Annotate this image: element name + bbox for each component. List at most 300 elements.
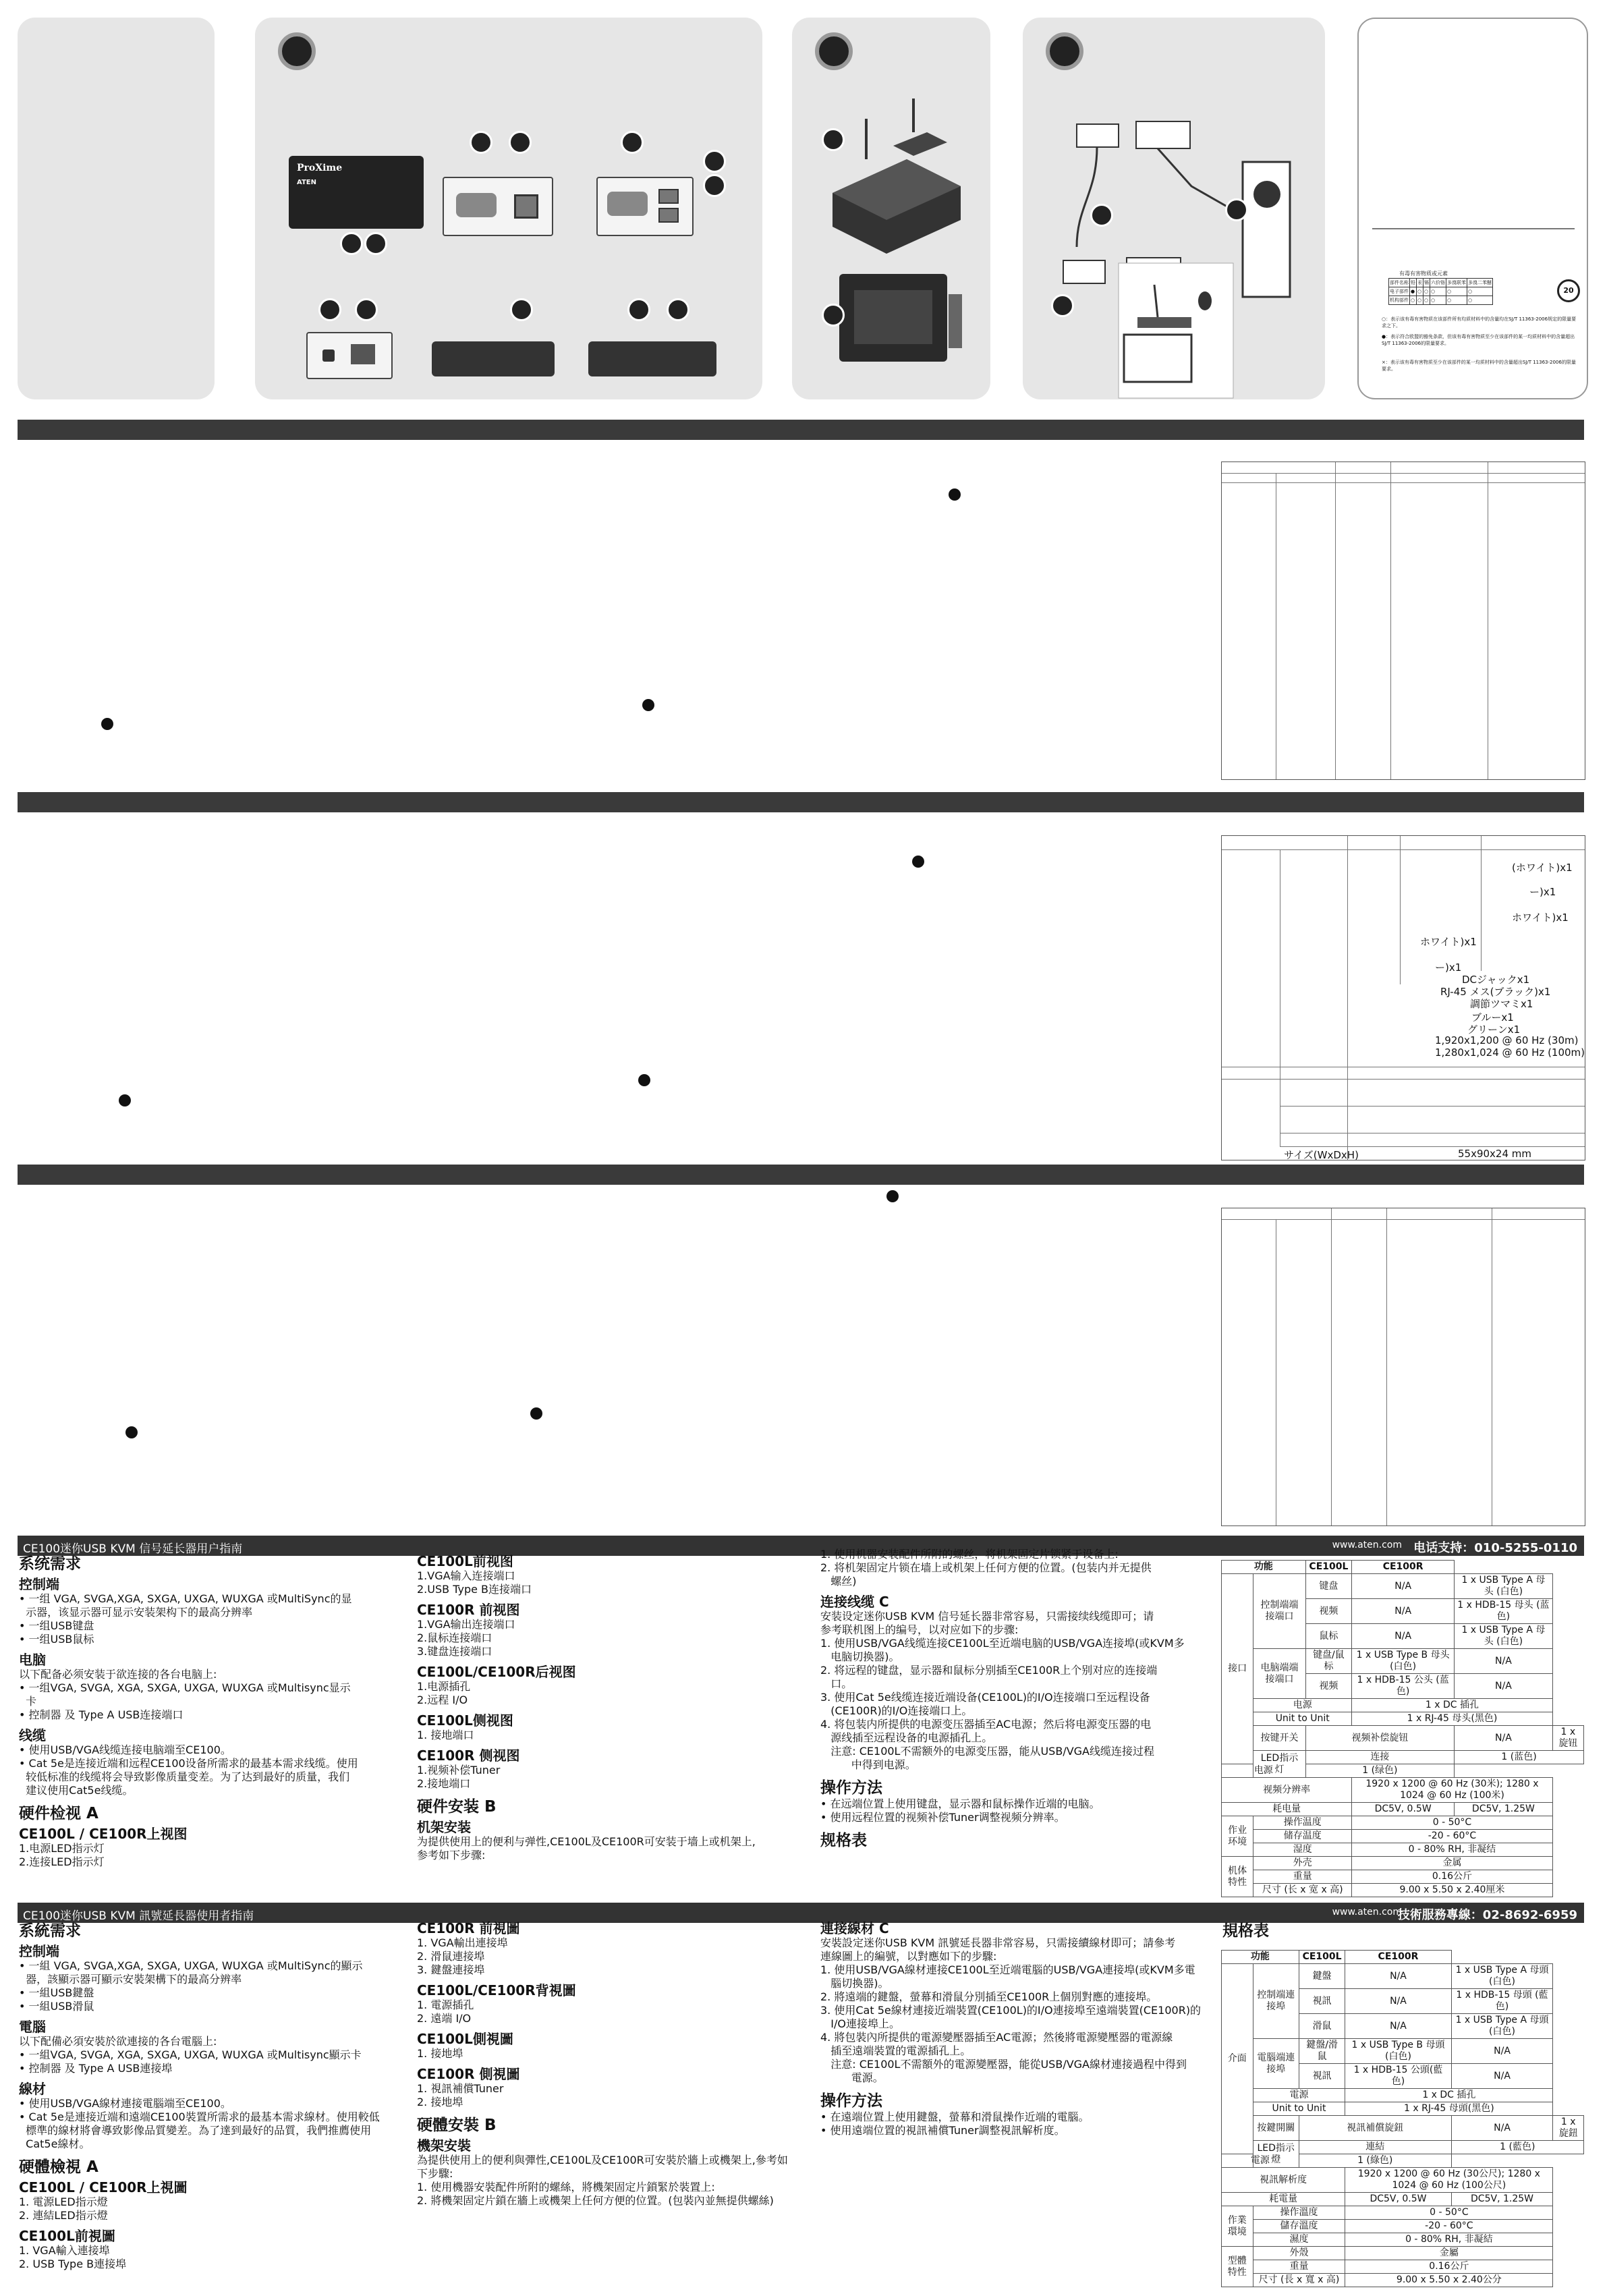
section-bullet [101,718,113,730]
callout-2 [355,298,378,321]
spec-cell: 電腦端連接埠 [1253,2039,1299,2089]
spec-cell: 作業環境 [1222,2206,1253,2247]
vga-port-icon [456,193,497,217]
section-bullet [642,699,654,711]
text-line: 中得到电源。 [820,1758,916,1771]
rohs-note: ○：表示该有毒有害物质在该部件所有均质材料中的含量均在SJ/T 11363-2006规定的限量要求之下。 [1382,316,1577,329]
sc-column-2 [417,1548,808,1862]
text-line: 参考联机图上的编号，以对应如下的步骤: [820,1623,1019,1636]
spec-cell: CE100L [1305,1561,1352,1574]
grid-line [1390,462,1391,779]
grid-line [1400,836,1401,984]
spec-cell: 0 - 50°C [1345,2206,1553,2220]
jp-cell: 1,920x1,200 @ 60 Hz (30m) [1435,1034,1579,1046]
sc-spec-table [1221,1560,1584,1897]
text-line: 2. USB Type B連接埠 [19,2258,127,2270]
spec-title: 規格表 [1222,1922,1269,1940]
spec-cell: Unit to Unit [1253,2102,1345,2116]
spec-cell: N/A [1455,1726,1553,1751]
spec-cell: N/A [1451,2116,1553,2141]
spec-cell: CE100R [1352,1561,1455,1574]
grid-line [1335,462,1336,779]
text-line: • 一組 VGA, SVGA,XGA, SXGA, UXGA, WUXGA 或MultiSync的顯示 [19,1959,363,1972]
jp-cell: ー)x1 [1435,961,1462,974]
rohs-header: 多溴二苯醚 [1467,279,1493,287]
text-line: • 控制器 及 Type A USB連接埠 [19,2062,173,2075]
jp-cell: グリーンx1 [1467,1024,1521,1036]
spec-cell: 0.16公斤 [1352,1870,1553,1884]
section-heading: 规格表 [820,1832,867,1849]
section-heading: 电脑 [19,1652,46,1668]
text-line: 2. 將機架固定片鎖在牆上或機架上任何方便的位置。(包裝內並無提供螺絲) [417,2194,774,2207]
section-bullet [530,1407,542,1420]
text-line: • 控制器 及 Type A USB连接端口 [19,1708,184,1721]
text-line: 安裝設定迷你USB KVM 訊號延長器非常容易，只需接續線材即可；請參考 [820,1936,1176,1949]
spec-cell: 0 - 80% RH, 非凝結 [1345,2233,1553,2247]
text-line: 1. 電源LED指示燈 [19,2195,108,2208]
spec-cell: 1 x HDB-15 母头 (蓝色) [1455,1599,1553,1624]
spec-cell: 連結 [1299,2141,1451,2154]
section-heading: CE100R 側視圖 [417,2066,520,2082]
text-line: 3. 使用Cat 5e线缆连接近端设备(CE100L)的I/O连接端口至远程设备 [820,1691,1150,1704]
section-bullet [949,488,961,501]
support-phone: 电话支持：010-5255-0110 [1413,1541,1577,1555]
spec-cell: 1 (藍色) [1451,2141,1583,2154]
spec-cell: 1 x HDB-15 公头 (蓝色) [1352,1674,1455,1699]
ce100-back-view [306,332,393,379]
spec-cell: N/A [1345,2014,1451,2039]
spec-row [1222,2168,1584,2193]
spec-row [1222,2260,1584,2274]
jp-cell: 調節ツマミx1 [1470,998,1533,1010]
text-line: • 一組USB鍵盤 [19,1986,94,1999]
text-line: 電源。 [820,2071,884,2084]
spec-cell: 1 x RJ-45 母头(黑色) [1352,1712,1553,1726]
rohs-cell: ○ [1417,287,1423,296]
section-heading: 线缆 [19,1727,46,1743]
jp-cell: 55x90x24 mm [1458,1148,1532,1160]
usb-a-port-icon [658,208,679,223]
rohs-table-title: 有毒有害物质或元素 [1399,271,1448,277]
text-line: 2. 滑鼠連接埠 [417,1950,485,1963]
jp-cell: DCジャックx1 [1462,974,1530,986]
rohs-cell: ○ [1446,287,1467,296]
spec-cell: 耗电量 [1222,1803,1352,1816]
callout-1 [822,128,845,151]
text-line: 注意: CE100L不需额外的电源变压器，能从USB/VGA线缆连接过程 [820,1745,1154,1758]
text-line: 1. VGA輸入連接埠 [19,2244,110,2257]
tc-spec-table [1221,1950,1584,2287]
spec-cell: 1 x USB Type A 母头 (白色) [1455,1624,1553,1649]
spec-cell: 金屬 [1345,2247,1553,2260]
text-line: 源线插至远程设备的电源插孔上。 [820,1731,993,1744]
panel-cable-connection [1023,18,1325,399]
panel-rack-mount [792,18,990,399]
text-line: 1.VGA输出连接端口 [417,1618,515,1631]
section-heading: 连接线缆 C [820,1594,889,1610]
spec-cell: 9.00 x 5.50 x 2.40公分 [1345,2274,1553,2287]
section-heading: 線材 [19,2081,46,2097]
spec-cell: 尺寸 (长 x 宽 x 高) [1253,1884,1352,1897]
text-line: • 一组USB键盘 [19,1619,94,1632]
spec-cell: 9.00 x 5.50 x 2.40厘米 [1352,1884,1553,1897]
text-line: 1.VGA输入连接端口 [417,1569,515,1582]
rohs-note: ●：表示符合欧盟的豁免条款，但该有毒有害物质至少在该部件的某一均质材料中的含量超出SJ/T 11363-2006的限量要求。 [1382,334,1575,346]
rohs-table [1388,278,1493,305]
text-line: 2.鼠标连接端口 [417,1631,492,1644]
spec-row [1222,1649,1584,1674]
support-phone: 技術服務專線：02-8692-6959 [1397,1908,1577,1922]
text-line: 器，該顯示器可顯示安裝架構下的最高分辨率 [19,1973,242,1986]
text-line: • 一組USB滑鼠 [19,2000,94,2013]
spec-cell: N/A [1352,1624,1455,1649]
spec-cell: 功能 [1222,1951,1299,1964]
rohs-header: 部件名称 [1389,279,1410,287]
section-heading: 硬體檢視 A [19,2158,98,2176]
spec-cell: 儲存溫度 [1253,2220,1345,2233]
vga-port-icon [607,192,648,216]
grid-line [1331,1208,1332,1525]
spec-row [1222,2233,1584,2247]
callout-1 [510,298,533,321]
section-bar [18,792,1584,812]
spec-cell: 视频 [1305,1599,1352,1624]
spec-row [1222,2102,1584,2116]
spec-cell: 操作溫度 [1253,2206,1345,2220]
section-heading: 操作方法 [820,1779,882,1797]
text-line: 2. 連結LED指示燈 [19,2209,108,2222]
spec-row [1222,2193,1584,2206]
text-line: • 在遠端位置上使用鍵盤，螢幕和滑鼠操作近端的電腦。 [820,2110,1090,2123]
section-heading: 操作方法 [820,2092,882,2110]
panel-blank-left [18,18,215,399]
text-line: • Cat 5e是連接近端和遠端CE100裝置所需求的最基本需求線材。使用較低 [19,2110,380,2123]
callout-2 [703,150,726,173]
rohs-cell: ○ [1423,287,1430,296]
text-line: 連線圖上的編號，以對應如下的步驟: [820,1950,997,1963]
callout-2 [364,232,387,255]
dc-jack-icon [322,349,335,362]
spec-cell: 1 x RJ-45 母頭(黑色) [1345,2102,1553,2116]
jp-cell: ホワイト)x1 [1512,912,1569,924]
rohs-cell: ● [1410,287,1417,296]
grid-line [1222,1079,1585,1080]
section-heading: 机架安装 [417,1819,471,1835]
spec-cell: 按鍵開關 [1253,2116,1299,2141]
spec-row [1222,1830,1584,1843]
spec-cell: 0 - 80% RH, 非凝结 [1352,1843,1553,1857]
grid-line [1386,1208,1387,1525]
callout-2 [822,304,845,327]
text-line: 2. 將遠端的鍵盤，螢幕和滑鼠分別插至CE100R上個別對應的連接埠。 [820,1990,1158,2003]
spec-cell: 功能 [1222,1561,1306,1574]
spec-cell: 視訊補償旋鈕 [1299,2116,1451,2141]
text-line: • 一组USB鼠标 [19,1633,94,1646]
callout-1 [627,298,650,321]
spec-cell: 视频 [1305,1674,1352,1699]
grid-line [1481,836,1482,971]
spec-row [1222,1574,1584,1599]
jp-cell: ブルーx1 [1471,1011,1514,1024]
spec-cell: 濕度 [1253,2233,1345,2247]
rj45-port-icon [351,344,375,364]
spec-cell: N/A [1345,1964,1451,1989]
text-line: 1.电源LED指示灯 [19,1842,105,1855]
spec-cell: 外壳 [1253,1857,1352,1870]
spec-row [1222,1951,1584,1964]
text-line: 3. 使用Cat 5e線材連接近端裝置(CE100L)的I/O連接埠至遠端裝置(CE100R)的 [820,2004,1202,2017]
spec-cell: 0.16公斤 [1345,2260,1553,2274]
spec-cell: DC5V, 0.5W [1345,2193,1451,2206]
section-heading: CE100R 前视图 [417,1602,520,1618]
spec-cell: 1 x HDB-15 公頭(藍色) [1345,2064,1451,2089]
spec-cell: 尺寸 (長 x 寬 x 高) [1253,2274,1345,2287]
spec-cell: 視訊 [1299,2064,1345,2089]
section-heading: CE100L前视图 [417,1553,513,1569]
spec-cell: 1 x USB Type A 母頭 (白色) [1451,2014,1553,2039]
spec-cell: N/A [1352,1599,1455,1624]
tc-column-2 [417,1915,808,2208]
spec-cell: CE100R [1345,1951,1451,1964]
ce100r-side-view [588,341,716,376]
spec-cell: DC5V, 1.25W [1451,2193,1553,2206]
spec-cell: 1 x USB Type A 母头 (白色) [1455,1574,1553,1599]
panel-hardware-review [255,18,762,399]
jp-cell: 1,280x1,024 @ 60 Hz (100m) [1435,1046,1585,1059]
text-line: 注意: CE100L不需額外的電源變壓器，能從USB/VGA線材連接過程中得到 [820,2058,1187,2071]
divider [1372,228,1575,229]
spec-cell: 1920 x 1200 @ 60 Hz (30公尺); 1280 x 1024 @ 60 Hz (100公尺) [1345,2168,1553,2193]
spec-cell: 重量 [1253,1870,1352,1884]
section-heading: 硬件检视 A [19,1805,98,1822]
spec-cell: LED指示灯 [1253,1751,1305,1778]
sc-column-1 [19,1548,410,1869]
ce100r-front-view [596,177,694,236]
spec-row [1222,1870,1584,1884]
spec-cell: 0 - 50°C [1352,1816,1553,1830]
rohs-header: 六价铬 [1430,279,1446,287]
text-line: 较低标准的线缆将会导致影像质量变差。为了达到最好的质量，我们 [19,1770,350,1783]
rohs-cell: 机构部件 [1389,296,1410,305]
text-line: 4. 将包装内所提供的电源变压器插至AC电源；然后将电源变压器的电 [820,1718,1152,1731]
text-line: 1. 電源插孔 [417,1998,474,2011]
website-link[interactable]: www.aten.com [1332,1907,1402,1917]
section-heading: CE100R 侧视图 [417,1747,520,1764]
spec-row [1222,2247,1584,2260]
text-line: 1. 使用機器安裝配件所附的螺絲，將機架固定片鎖緊於裝置上: [417,2181,715,2193]
text-line: 1. 使用USB/VGA线缆连接CE100L至近端电脑的USB/VGA连接埠(或KVM多 [820,1637,1185,1650]
text-line: • 一组VGA, SVGA, XGA, SXGA, UXGA, WUXGA 或Multisync显示 [19,1681,351,1694]
spec-cell: -20 - 60°C [1345,2220,1553,2233]
text-line: I/O連接埠上。 [820,2017,900,2030]
text-line: 1.电源插孔 [417,1680,471,1693]
spec-cell: 1 x USB Type B 母头 (白色) [1352,1649,1455,1674]
spec-table-outline [1221,1208,1585,1526]
spec-cell: CE100L [1299,1951,1345,1964]
spec-row [1222,1778,1584,1803]
section-bullet [886,1190,899,1202]
rohs-cell: 电子部件 [1389,287,1410,296]
usb-b-port-icon [514,194,538,219]
spec-cell: 视频补偿旋钮 [1305,1726,1454,1751]
grid-line [1280,1146,1585,1147]
rohs-header: 镉 [1423,279,1430,287]
spec-cell: 机体特性 [1222,1857,1253,1897]
text-line: 2. 遠端 I/O [417,2012,472,2025]
text-line: 2. 接地埠 [417,2096,463,2108]
section-heading: 控制端 [19,1576,59,1592]
rohs-cell: ○ [1446,296,1467,305]
spec-cell: 滑鼠 [1299,2014,1345,2039]
text-line: 標準的線材將會導致影像品質變差。為了達到最好的品質，我們推薦使用 [19,2124,372,2137]
ce100l-front-view [443,177,553,236]
spec-cell: DC5V, 1.25W [1455,1803,1553,1816]
section-bullet [638,1074,650,1086]
rohs-header: 汞 [1417,279,1423,287]
spec-cell: 电源 [1253,1699,1352,1712]
spec-cell: DC5V, 0.5W [1352,1803,1455,1816]
section-heading: 機架安裝 [417,2137,471,2154]
spec-cell: 重量 [1253,2260,1345,2274]
spec-row [1222,2206,1584,2220]
spec-cell: N/A [1455,1674,1553,1699]
section-heading: CE100R 前視圖 [417,1920,520,1936]
spec-cell: 1 (蓝色) [1455,1751,1584,1764]
spec-cell: 1 (綠色) [1299,2154,1451,2168]
spec-row [1222,1803,1584,1816]
rohs-header: 多溴联苯 [1446,279,1467,287]
text-line: 1.视频补偿Tuner [417,1764,501,1776]
spec-table-outline [1221,461,1585,780]
jp-cell: RJ-45 メス(ブラック)x1 [1440,986,1551,998]
ce100l-side-view [432,341,555,376]
callout-2 [1090,204,1113,227]
text-line: • 使用遠端位置的視訊補償Tuner調整視訊解析度。 [820,2124,1065,2137]
rohs-cell: ○ [1417,296,1423,305]
rohs-cell: ○ [1423,296,1430,305]
section-heading: CE100L前視圖 [19,2228,115,2244]
section-heading: 連接線材 C [820,1920,889,1936]
text-line: 2.远程 I/O [417,1693,468,1706]
spec-cell: -20 - 60°C [1352,1830,1553,1843]
text-line: 电脑切换器)。 [820,1650,900,1663]
spec-cell: 外殼 [1253,2247,1345,2260]
text-line: 1. VGA輸出連接埠 [417,1936,508,1949]
text-line: 螺丝) [820,1575,857,1588]
spec-row [1222,1726,1584,1751]
section-bar [18,1165,1584,1185]
connection-diagram [1023,18,1325,399]
spec-cell: 控制端連接埠 [1253,1964,1299,2039]
spec-cell: 键盘/鼠标 [1305,1649,1352,1674]
sc-column-3 [820,1548,1212,1850]
section-bullet [912,856,924,868]
text-line: • Cat 5e是连接近端和远程CE100设备所需求的最基本需求线缆。使用 [19,1757,358,1770]
text-line: 2.接地端口 [417,1777,471,1790]
spec-cell: 1 x DC 插孔 [1352,1699,1553,1712]
spec-row [1222,2274,1584,2287]
spec-cell: 鼠标 [1305,1624,1352,1649]
jp-cell: サイズ(WxDxH) [1284,1149,1359,1161]
text-line: • 一组 VGA, SVGA,XGA, SXGA, UXGA, WUXGA 或MultiSync的显 [19,1592,352,1605]
spec-cell: 作业环境 [1222,1816,1253,1857]
text-line: 2.连接LED指示灯 [19,1855,105,1868]
spec-cell: 1 x USB Type B 母頭 (白色) [1345,2039,1451,2064]
section-heading: CE100L/CE100R后视图 [417,1664,576,1680]
spec-row [1222,1857,1584,1870]
spec-cell: 控制端端接端口 [1253,1574,1305,1649]
spec-cell: Unit to Unit [1253,1712,1352,1726]
section-heading: 控制端 [19,1943,59,1959]
section-heading: 系统需求 [19,1555,81,1573]
text-line: 参考如下步骤: [417,1849,486,1861]
text-line: • 在远端位置上使用键盘，显示器和鼠标操作近端的电脑。 [820,1797,1100,1810]
text-line: 3.键盘连接端口 [417,1645,492,1658]
panel-rohs-compliance [1357,18,1588,399]
text-line: 口。 [820,1677,853,1690]
spec-cell: 1920 x 1200 @ 60 Hz (30米); 1280 x 1024 @ 60 Hz (100米) [1352,1778,1553,1803]
text-line: 1. 使用机器安装配件所附的螺丝，将机架固定片锁紧于设备上: [820,1548,1119,1561]
rohs-cell: ○ [1467,287,1493,296]
text-line: • 一組VGA, SVGA, XGA, SXGA, UXGA, WUXGA 或Multisync顯示卡 [19,2048,362,2061]
jp-cell: ー)x1 [1529,886,1556,898]
text-line: 1. 使用USB/VGA線材連接CE100L至近端電腦的USB/VGA連接埠(或KVM多電 [820,1963,1195,1976]
section-heading: CE100L/CE100R背視圖 [417,1982,576,1998]
section-heading: 硬件安装 B [417,1798,497,1816]
spec-cell: 視訊解析度 [1222,2168,1345,2193]
spec-cell: 金属 [1352,1857,1553,1870]
header-title: CE100迷你USB KVM 訊號延長器使用者指南 [23,1909,254,1923]
spec-cell: 鍵盤/滑鼠 [1299,2039,1345,2064]
tc-column-1 [19,1915,410,2271]
rack-mount-illustration [792,18,990,399]
spec-cell: 1 (绿色) [1305,1764,1454,1778]
spec-row [1222,1699,1584,1712]
spec-cell: 1 x 旋鈕 [1553,2116,1584,2141]
section-heading: CE100L側視圖 [417,2031,513,2047]
rohs-cell: ○ [1467,296,1493,305]
website-link[interactable]: www.aten.com [1332,1540,1402,1550]
callout-1 [1225,198,1248,221]
spec-cell: 电源 [1222,1764,1306,1778]
spec-cell: 视频分辨率 [1222,1778,1352,1803]
rohs-note: ×：表示该有毒有害物质至少在该部件的某一均质材料中的含量超出SJ/T 11363-2006的限量要求。 [1382,360,1576,372]
spec-cell: 鍵盤 [1299,1964,1345,1989]
callout-1 [340,232,363,255]
spec-cell: N/A [1455,1649,1553,1674]
text-line: 下步驟: [417,2167,453,2180]
spec-cell: 连接 [1305,1751,1454,1764]
text-line: 示器，该显示器可显示安装架构下的最高分辨率 [19,1606,253,1619]
callout-2 [667,298,689,321]
section-heading: 硬體安裝 B [417,2117,497,2134]
spec-row [1222,2039,1584,2064]
section-bullet [119,1094,131,1107]
text-line: • 使用USB/VGA線材連接電腦端至CE100。 [19,2097,231,2110]
section-bar [18,420,1584,440]
section-heading: CE100L / CE100R上視圖 [19,2179,188,2195]
text-line: 為提供使用上的便利與彈性,CE100L及CE100R可安裝於牆上或機架上,參考如 [417,2154,788,2166]
text-line: 1. 接地埠 [417,2047,463,2060]
step-a-marker [278,32,316,70]
spec-cell: 1 x HDB-15 母頭 (藍色) [1451,1989,1553,2014]
spec-cell: 耗電量 [1222,2193,1345,2206]
spec-row [1222,1561,1584,1574]
section-heading: CE100L / CE100R上视图 [19,1826,188,1842]
tc-column-3 [820,1915,1212,2137]
section-heading: 電腦 [19,2019,46,2035]
text-line: 为提供使用上的便利与弹性,CE100L及CE100R可安装于墙上或机架上, [417,1835,756,1848]
